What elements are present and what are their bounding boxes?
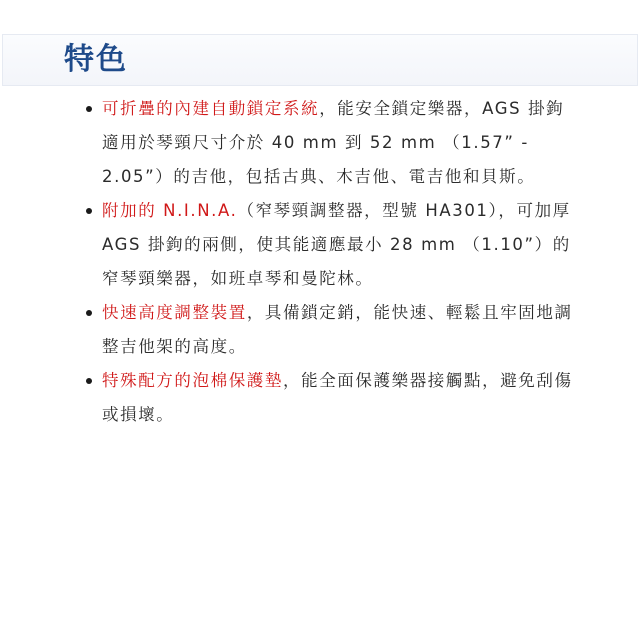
features-list	[82, 92, 582, 432]
bullet-icon	[86, 208, 92, 214]
page-title: 特色	[64, 42, 128, 77]
feature-text: ，能全面保護樂器接觸點，避免刮傷或損壞。	[102, 371, 573, 424]
feature-highlight: 特殊配方的泡棉保護墊	[102, 371, 283, 390]
feature-highlight: 可折疊的內建自動鎖定系統	[102, 99, 320, 118]
feature-item-foam-pad	[82, 364, 582, 432]
feature-text: ，能安全鎖定樂器，AGS 掛鉤適用於琴頸尺寸介於 40 mm 到 52 mm （1.57” - 2.05”）的吉他，包括古典、木吉他、電吉他和貝斯。	[102, 99, 565, 186]
feature-item-height-adjust	[82, 296, 582, 364]
feature-text: （窄琴頸調整器，型號 HA301），可加厚 AGS 掛鉤的兩側，使其能適應最小 28 mm （1.10”）的窄琴頸樂器，如班卓琴和曼陀林。	[102, 201, 571, 288]
feature-item-nina	[82, 194, 582, 296]
bullet-icon	[86, 310, 92, 316]
feature-text: ，具備鎖定銷，能快速、輕鬆且牢固地調整吉他架的高度。	[102, 303, 573, 356]
bullet-icon	[86, 378, 92, 384]
feature-item-auto-lock	[82, 92, 582, 194]
bullet-icon	[86, 106, 92, 112]
feature-highlight: 快速高度調整裝置	[102, 303, 247, 322]
feature-highlight: 附加的 N.I.N.A.	[102, 201, 238, 220]
